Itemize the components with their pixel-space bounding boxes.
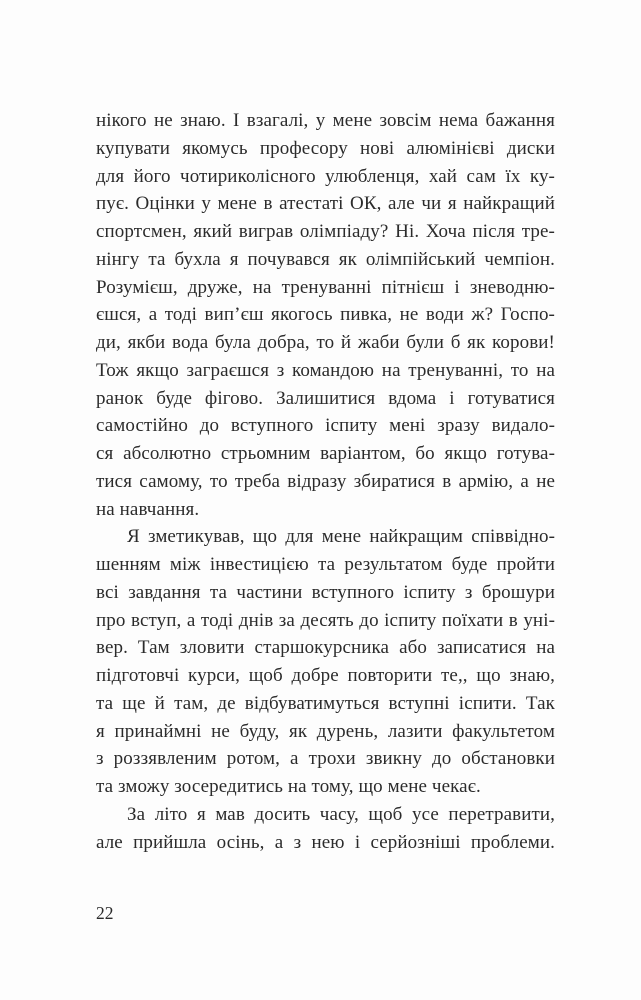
- text-line: ди, якби вода була добра, то й жаби були б як корови!: [96, 332, 555, 353]
- text-line: самостійно до вступного іспиту мені зразу видало-: [96, 415, 555, 437]
- text-line: та ще й там, де відбуватимуться вступні іспити. Так: [96, 692, 555, 714]
- text-line: Розумієш, друже, на тренуванні пітнієш і зневодню-: [96, 276, 555, 298]
- text-line: спортсмен, який виграв олімпіаду? Ні. Хоча після тре-: [96, 221, 555, 242]
- text-line: нінгу та бухла я почувався як олімпійський чемпіон.: [96, 248, 555, 270]
- text-line: я принаймні не буду, як дурень, лазити факультетом: [96, 720, 555, 742]
- text-line: та зможу зосередитись на тому, що мене чекає.: [96, 776, 481, 797]
- text-line: підготовчі курси, щоб добре повторити те,, що знаю,: [96, 665, 555, 686]
- text-line: За літо я мав досить часу, щоб усе перетравити,: [127, 803, 555, 825]
- text-line: всі завдання та частини вступного іспиту з брошури: [96, 581, 555, 603]
- text-line: але прийшла осінь, а з нею і серйозніші проблеми.: [96, 831, 555, 853]
- text-line: ся абсолютно стрьомним варіантом, бо якщо готува-: [96, 443, 555, 464]
- text-line: для його чотириколісного улюбленця, хай сам їх ку-: [96, 165, 555, 187]
- text-line: Тож якщо заграєшся з командою на тренуванні, то на: [96, 359, 555, 381]
- text-line: купувати якомусь професору нові алюмінієві диски: [96, 137, 555, 159]
- text-line: з роззявленим ротом, а трохи звикну до обстановки: [96, 748, 555, 770]
- text-line: єшся, а тоді вип’єш якогось пивка, не води ж? Госпо-: [96, 304, 555, 326]
- text-line: Я зметикував, що для мене найкращим співвідно-: [127, 526, 555, 548]
- text-line: шенням між інвестицією та результатом буде пройти: [96, 554, 555, 575]
- text-line: про вступ, а тоді днів за десять до іспиту поїхати в уні-: [96, 609, 555, 631]
- text-line: вер. Там зловити старшокурсника або записатися на: [96, 637, 555, 659]
- page-number: 22: [96, 903, 114, 923]
- text-line: пує. Оцінки у мене в атестаті ОК, але чи я найкращий: [96, 193, 555, 215]
- text-line: ранок буде фігово. Залишитися вдома і готуватися: [96, 387, 555, 409]
- text-line: на навчання.: [96, 498, 200, 520]
- text-line: нікого не знаю. І взагалі, у мене зовсім нема бажання: [96, 110, 555, 131]
- text-line: тися самому, то треба відразу збиратися в армію, а не: [96, 470, 555, 492]
- text-block: [96, 107, 555, 856]
